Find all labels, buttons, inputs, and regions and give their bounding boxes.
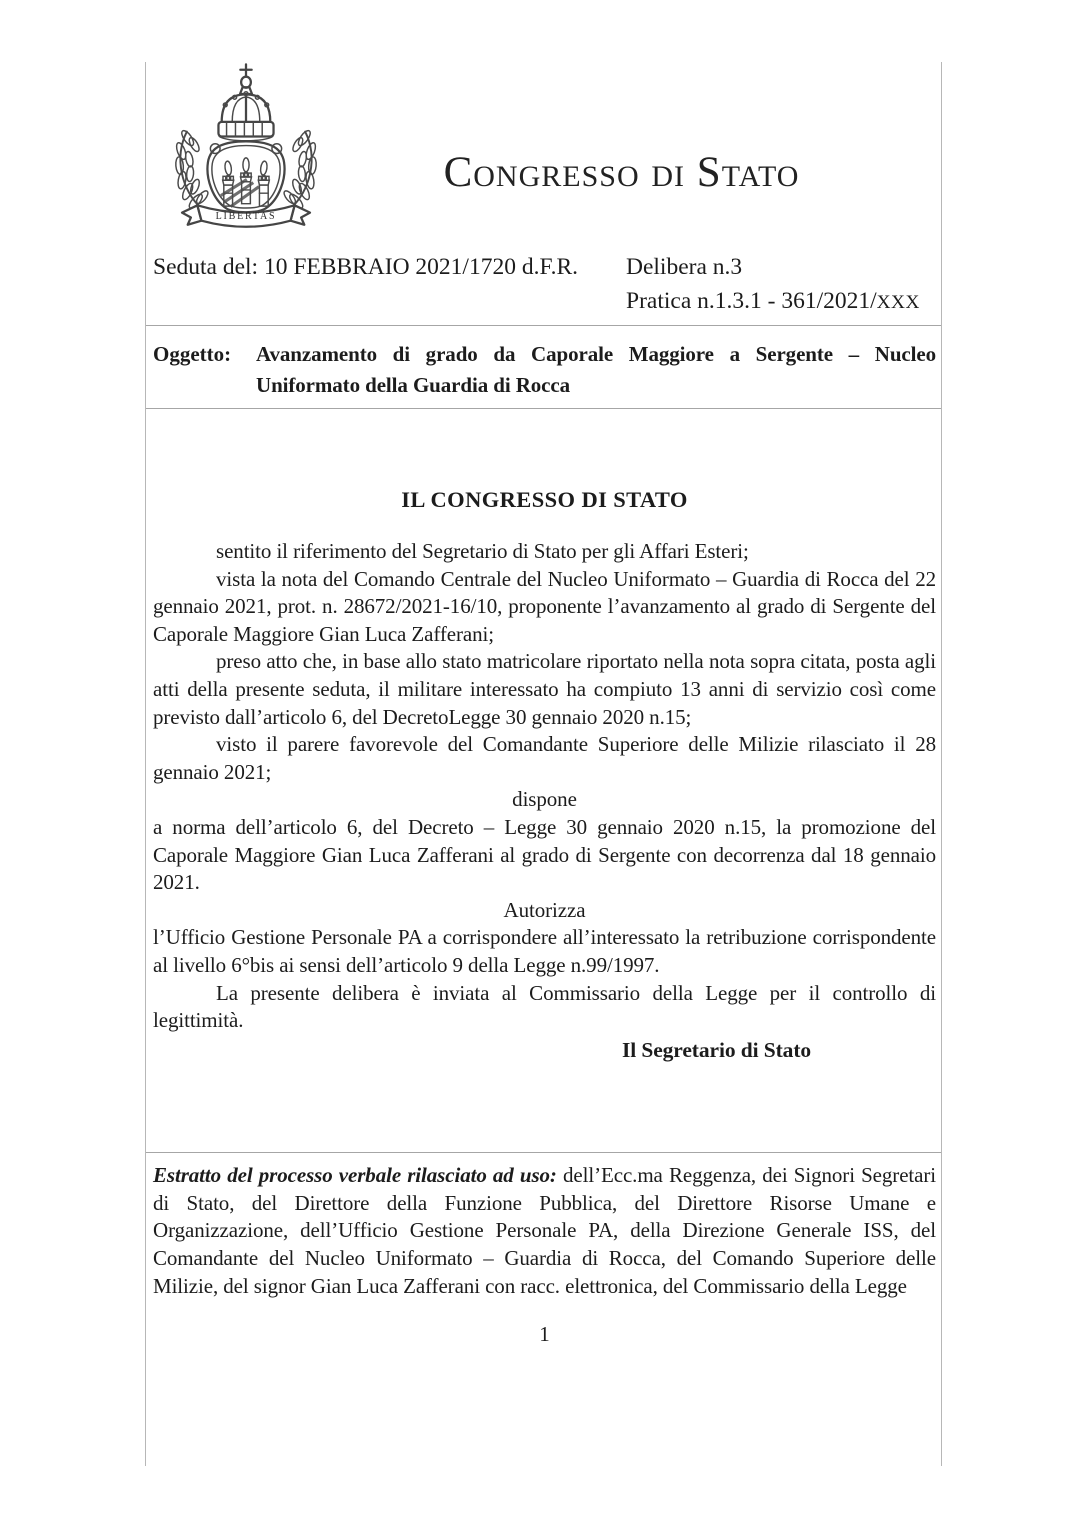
- paragraph-vista: vista la nota del Comando Centrale del Nucleo Uniformato – Guardia di Rocca del 22 gennaio 2021, prot. n. 28672/2021-16/10, proponente l’avanzamento al grado di Sergente del Caporale Maggiore Gian Luca Zafferani;: [153, 566, 936, 646]
- document-title: Congresso di Stato: [443, 148, 800, 196]
- pratica-prefix: Pratica n.1.3.1 - 361/2021/: [626, 288, 877, 314]
- estratto-paragraph: [153, 1162, 936, 1300]
- document-header: [153, 62, 936, 248]
- divider-footer: [146, 1152, 941, 1153]
- seduta-line: Seduta del: 10 FEBBRAIO 2021/1720 d.F.R.: [153, 254, 579, 280]
- paragraph-dispone: a norma dell’articolo 6, del Decreto – Legge 30 gennaio 2020 n.15, la promozione del Caporale Maggiore Gian Luca Zafferani al grado di Sergente con decorrenza dal 18 gennaio 2021.: [153, 814, 936, 895]
- autorizza-word: Autorizza: [503, 897, 586, 922]
- paragraph-delibera-inviata: La presente delibera è inviata al Commissario della Legge per il controllo di legittimità.: [153, 980, 936, 1033]
- paragraph-visto: visto il parere favorevole del Comandante Superiore delle Milizie rilasciato il 28 gennaio 2021;: [153, 732, 936, 784]
- meta-right-column: [626, 250, 936, 320]
- libertas-motto: LIBERTAS: [215, 210, 277, 222]
- paragraph-sentito: sentito il riferimento del Segretario di Stato per gli Affari Esteri;: [216, 539, 749, 563]
- paragraph-preso-atto: preso atto che, in base allo stato matricolare riportato nella nota sopra citata, posta agli atti della presente seduta, il militare interessato ha compiuto 13 anni di servizio così come previsto dall’articolo 6, del DecretoLegge 30 gennaio 2020 n.15;: [153, 649, 936, 729]
- delibera-number: Delibera n.3: [626, 254, 743, 280]
- estratto-label: Estratto del processo verbale rilasciato ad uso:: [153, 1163, 557, 1188]
- title-area: [335, 62, 936, 248]
- oggetto-text: Avanzamento di grado da Caporale Maggiore a Sergente – Nucleo Uniformato della Guardia di Rocca: [256, 342, 936, 397]
- san-marino-coat-of-arms-icon: [165, 60, 335, 248]
- coat-of-arms-graphic: [165, 60, 327, 234]
- page-number: 1: [539, 1322, 550, 1347]
- page-frame: [145, 62, 942, 1466]
- signature-title: Il Segretario di Stato: [621, 1037, 812, 1062]
- meta-row: [153, 250, 936, 320]
- pratica-number: [626, 284, 936, 320]
- divider-top: [146, 325, 941, 326]
- document-heading: IL CONGRESSO DI STATO: [401, 487, 688, 512]
- dispone-word: dispone: [512, 787, 577, 812]
- oggetto-row: [153, 339, 936, 401]
- oggetto-label: Oggetto:: [153, 342, 232, 366]
- paragraph-autorizza: l’Ufficio Gestione Personale PA a corrispondere all’interessato la retribuzione corrispondente al livello 6°bis ai sensi dell’articolo 9 della Legge n.99/1997.: [153, 925, 936, 977]
- document-body: [153, 538, 936, 1064]
- estratto-text: dell’Ecc.ma Reggenza, dei Signori Segretari di Stato, del Direttore della Funzione Pubblica, del Direttore Risorse Umane e Organizzazione, dell’Ufficio Gestione Personale PA, della Direzione Generale ISS, del Comandante del Nucleo Uniformato – Guardia di Rocca, del Comando Superiore delle Milizie, del signor Gian Luca Zafferani con racc. elettronica, del Commissario della Legge: [153, 1163, 936, 1298]
- pratica-suffix: XXX: [876, 292, 920, 313]
- divider-oggetto: [146, 408, 941, 409]
